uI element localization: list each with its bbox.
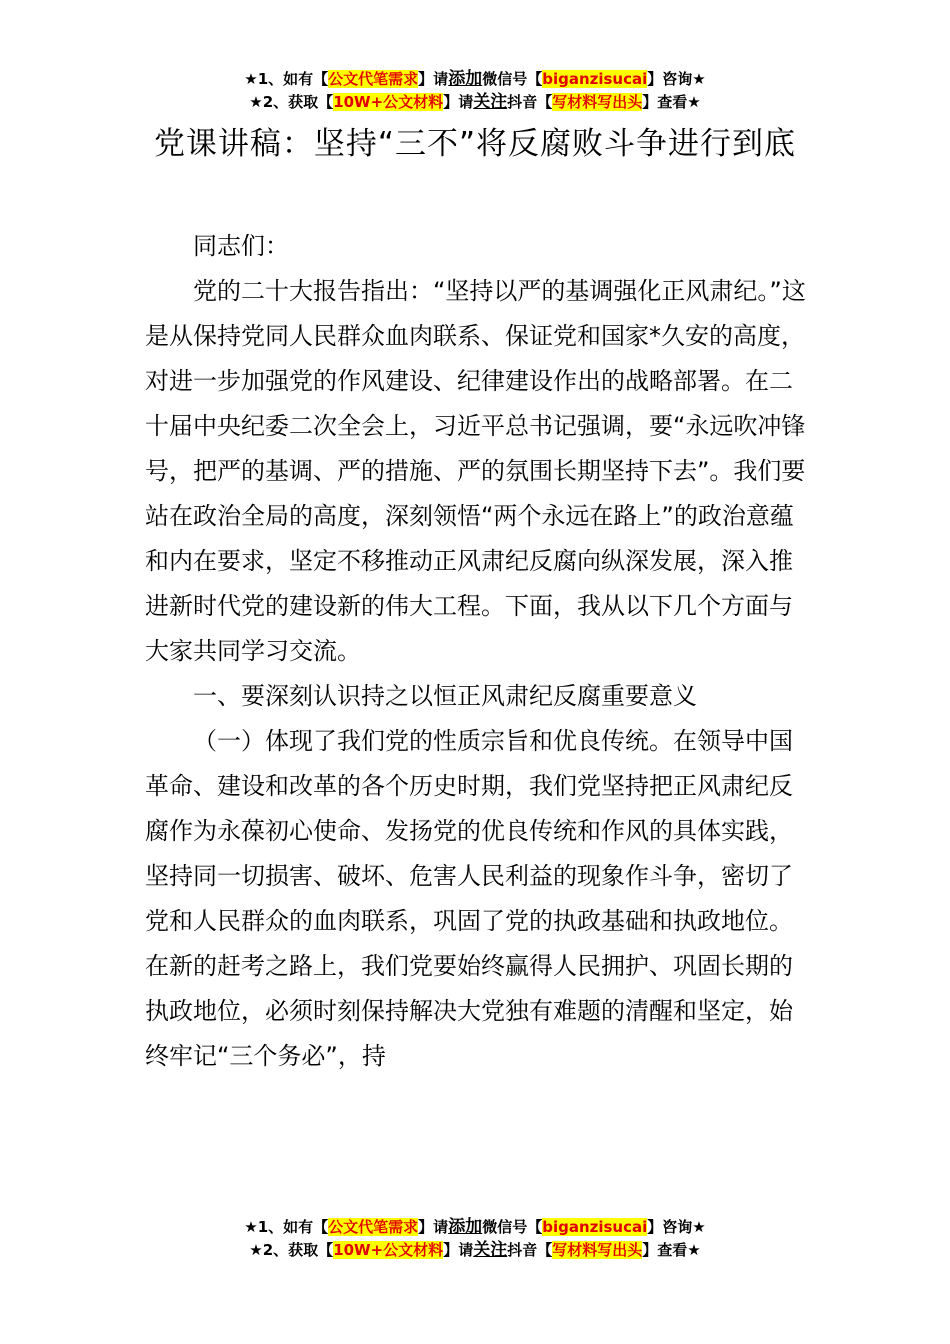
greeting: 同志们： [193, 232, 289, 260]
banner-line-2: ★2、获取【10W+公文材料】请关注抖音【写材料写出头】查看★ [249, 92, 701, 112]
header-banner [0, 68, 950, 114]
section-heading-1: 一、要深刻认识持之以恒正风肃纪反腐重要意义 [193, 682, 697, 710]
footer-highlight-materials: 10W+公文材料 [333, 1241, 444, 1259]
footer-highlight-douyin: 写材料写出头 [552, 1241, 643, 1259]
paragraph-intro: 党的二十大报告指出：“坚持以严的基调强化正风肃纪。”这是从保持党同人民群众血肉联系、保证党和国家*久安的高度，对进一步加强党的作风建设、纪律建设作出的战略部署。在二十届中央纪委二次全会上，习近平总书记强调，要“永远吹冲锋号，把严的基调、严的措施、严的氛围长期坚持下去”。我们要站在政治全局的高度，深刻领悟“两个永远在路上”的政治意蕴和内在要求，坚定不移推动正风肃纪反腐向纵深发展，深入推进新时代党的建设新的伟大工程。下面，我从以下几个方面与大家共同学习交流。 [145, 277, 806, 665]
footer-highlight-wechat-id: biganzisucai [542, 1218, 648, 1236]
paragraph-section-1-1: （一）体现了我们党的性质宗旨和优良传统。在领导中国革命、建设和改革的各个历史时期，我们党坚持把正风肃纪反腐作为永葆初心使命、发扬党的优良传统和作风的具体实践，坚持同一切损害、破坏、危害人民利益的现象作斗争，密切了党和人民群众的血肉联系，巩固了党的执政基础和执政地位。在新的赶考之路上，我们党要始终赢得人民拥护、巩固长期的执政地位，必须时刻保持解决大党独有难题的清醒和坚定，始终牢记“三个务必”，持 [145, 727, 793, 1070]
emphasis-add: 添加 [448, 69, 483, 89]
banner-line-1: ★1、如有【公文代笔需求】请添加微信号【biganzisucai】咨询★ [244, 69, 706, 89]
document-body [145, 224, 810, 1079]
emphasis-follow: 关注 [473, 92, 508, 112]
footer-emphasis-add: 添加 [448, 1217, 483, 1237]
footer-line-2: ★2、获取【10W+公文材料】请关注抖音【写材料写出头】查看★ [249, 1240, 701, 1260]
footer-line-1: ★1、如有【公文代笔需求】请添加微信号【biganzisucai】咨询★ [244, 1217, 706, 1237]
highlight-materials: 10W+公文材料 [333, 93, 444, 111]
document-title: 党课讲稿：坚持“三不”将反腐败斗争进行到底 [153, 126, 797, 162]
footer-highlight-service: 公文代笔需求 [328, 1218, 419, 1236]
footer-banner [0, 1216, 950, 1262]
footer-emphasis-follow: 关注 [473, 1240, 508, 1260]
highlight-wechat-id: biganzisucai [542, 70, 648, 88]
highlight-service: 公文代笔需求 [328, 70, 419, 88]
highlight-douyin: 写材料写出头 [552, 93, 643, 111]
